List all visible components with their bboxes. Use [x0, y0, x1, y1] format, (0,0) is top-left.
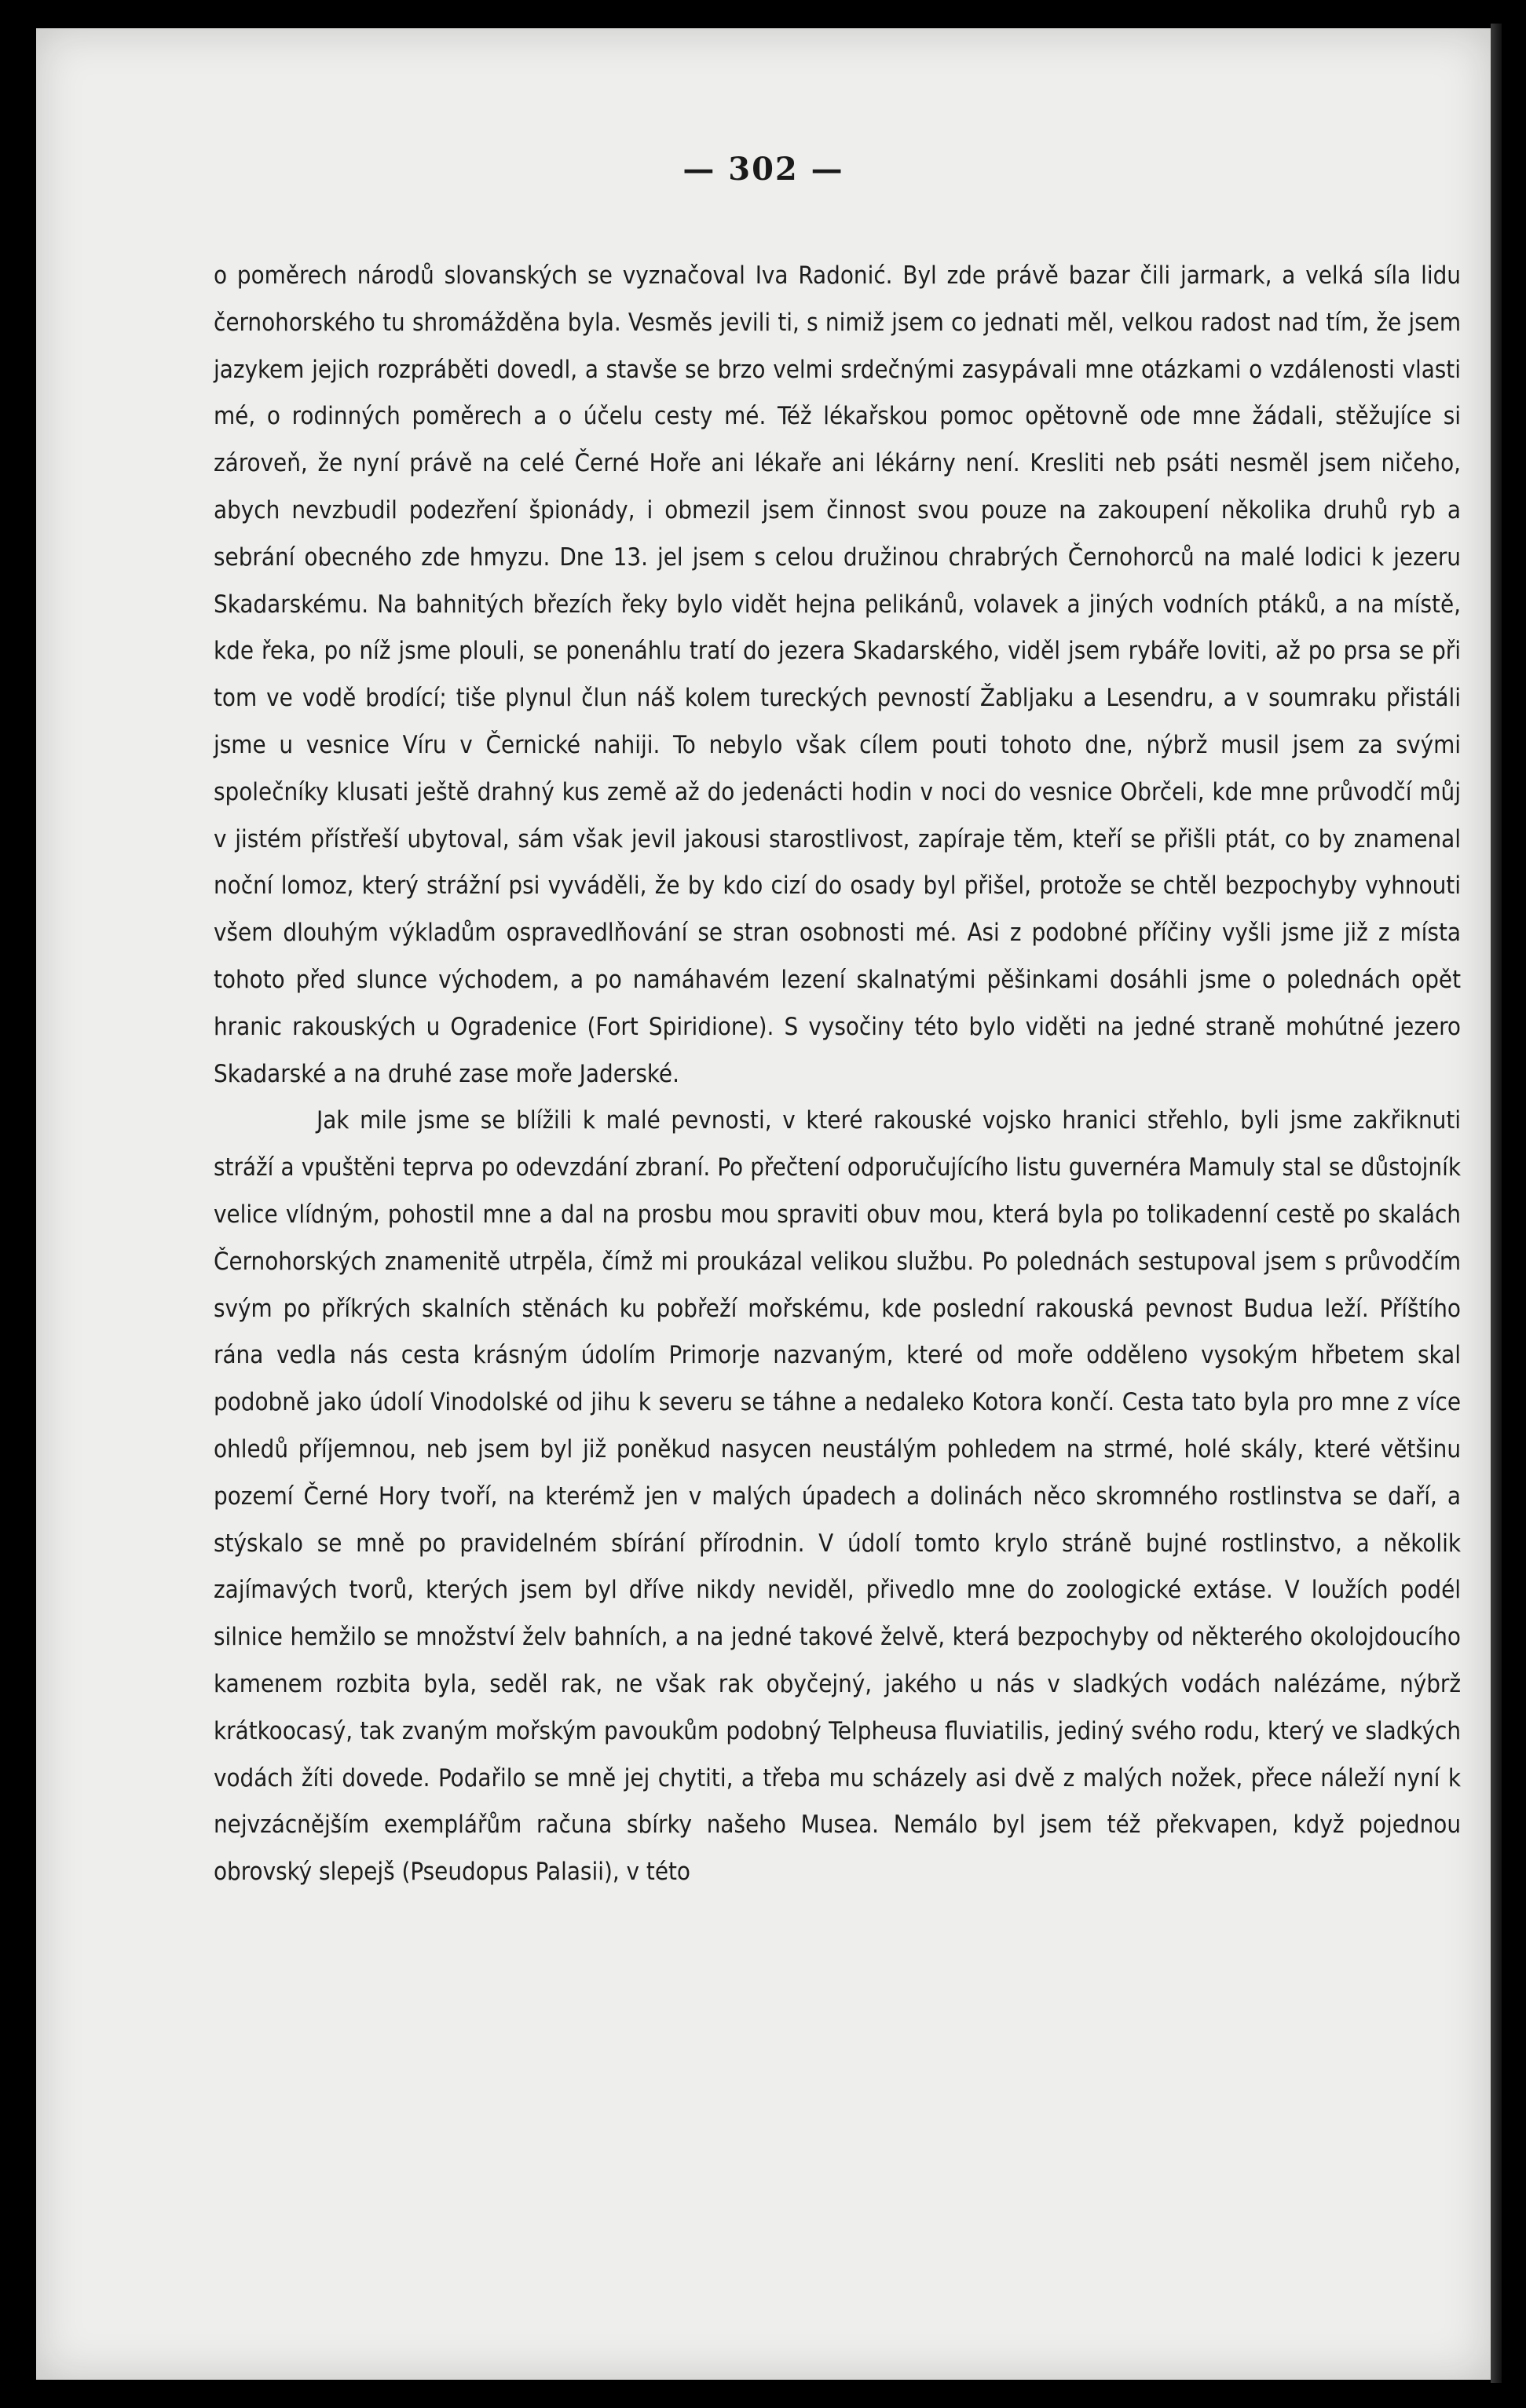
paragraph-1: o poměrech národů slovanských se vyznačoval Iva Radonić. Byl zde právě bazar čili jarmark, a velká síla lidu černohorského tu shromážděna byla. Vesměs jevili ti, s nimiž jsem co jednati měl, velkou radost nad tím, že jsem jazykem jejich rozpráběti dovedl, a stavše se brzo velmi srdečnými zasypávali mne otázkami o vzdálenosti vlasti mé, o rodinných poměrech a o účelu cesty mé. Též lékařskou pomoc opětovně ode mne žádali, stěžujíce si zároveň, že nyní právě na celé Černé Hoře ani lékaře ani lékárny není. Kresliti neb psáti nesměl jsem ničeho, abych nevzbudil podezření špionády, i obmezil jsem činnost svou pouze na zakoupení několika druhů ryb a sebrání obecného zde hmyzu. Dne 13. jel jsem s celou družinou chrabrých Černohorců na malé lodici k jezeru Skadarskému. Na bahnitých březích řeky bylo vidět hejna pelikánů, volavek a jiných vodních ptáků, a na místě, kde řeka, po níž jsme plouli, se ponenáhlu tratí do jezera Skadarského, viděl jsem rybáře loviti, až po prsa se při tom ve vodě brodící; tiše plynul člun náš kolem tureckých pevností Žabljaku a Lesendru, a v soumraku přistáli jsme u vesnice Víru v Černické nahiji. To nebylo však cílem pouti tohoto dne, nýbrž musil jsem za svými společníky klusati ještě drahný kus země až do jedenácti hodin v noci do vesnice Obrčeli, kde mne průvodčí můj v jistém přístřeší ubytoval, sám však jevil jakousi starostlivost, zapíraje těm, kteří se přišli ptát, co by znamenal noční lomoz, který strážní psi vyváděli, že by kdo cizí do osady byl přišel, protože se chtěl bezpochyby vyhnouti všem dlouhým výkladům ospravedlňování se stran osobnosti mé. Asi z podobné příčiny vyšli jsme již z místa tohoto před slunce východem, a po namáhavém lezení skalnatými pěšinkami dosáhli jsme o polednách opět hranic rakouských u Ogradenice (Fort Spiridione). S vysočiny této bylo viděti na jedné straně mohútné jezero Skadarské a na druhé zase moře Jaderské. [214, 261, 1461, 1088]
body-text [214, 253, 1461, 1896]
book-page [36, 28, 1491, 2380]
page-number: — 302 — [682, 151, 844, 188]
page-edge [1491, 24, 1502, 2383]
paragraph-2: Jak mile jsme se blížili k malé pevnosti, v které rakouské vojsko hranici střehlo, byli jsme zakřiknuti stráží a vpuštěni teprva po odevzdání zbraní. Po přečtení odporučujícího listu guvernéra Mamuly stal se důstojník velice vlídným, pohostil mne a dal na prosbu mou spraviti obuv mou, která byla po tolikadenní cestě po skalách Černohorských znamenitě utrpěla, čímž mi proukázal velikou službu. Po polednách sestupoval jsem s průvodčím svým po příkrých skalních stěnách ku pobřeží mořskému, kde poslední rakouská pevnost Budua leží. Příštího rána vedla nás cesta krásným údolím Primorje nazvaným, které od moře odděleno vysokým hřbetem skal podobně jako údolí Vinodolské od jihu k severu se táhne a nedaleko Kotora končí. Cesta tato byla pro mne z více ohledů příjemnou, neb jsem byl již poněkud nasycen neustálým pohledem na strmé, holé skály, které většinu pozemí Černé Hory tvoří, na kterémž jen v malých úpadech a dolinách něco skromného rostlinstva se daří, a stýskalo se mně po pravidelném sbírání přírodnin. V údolí tomto krylo stráně bujné rostlinstvo, a několik zajímavých tvorů, kterých jsem byl dříve nikdy neviděl, přivedlo mne do zoologické extáse. V loužích podél silnice hemžilo se množství želv bahních, a na jedné takové želvě, která bezpochyby od některého okolojdoucího kamenem rozbita byla, seděl rak, ne však rak obyčejný, jakého u nás v sladkých vodách nalézáme, nýbrž krátkoocasý, tak zvaným mořským pavoukům podobný Telpheusa fluviatilis, jediný svého rodu, který ve sladkých vodách žíti dovede. Podařilo se mně jej chytiti, a třeba mu scházely asi dvě z malých nožek, přece náleží nyní k nejvzácnějším exemplářům računa sbírky našeho Musea. Nemálo byl jsem též překvapen, když pojednou obrovský slepejš (Pseudopus Palasii), v této [214, 1106, 1461, 1887]
